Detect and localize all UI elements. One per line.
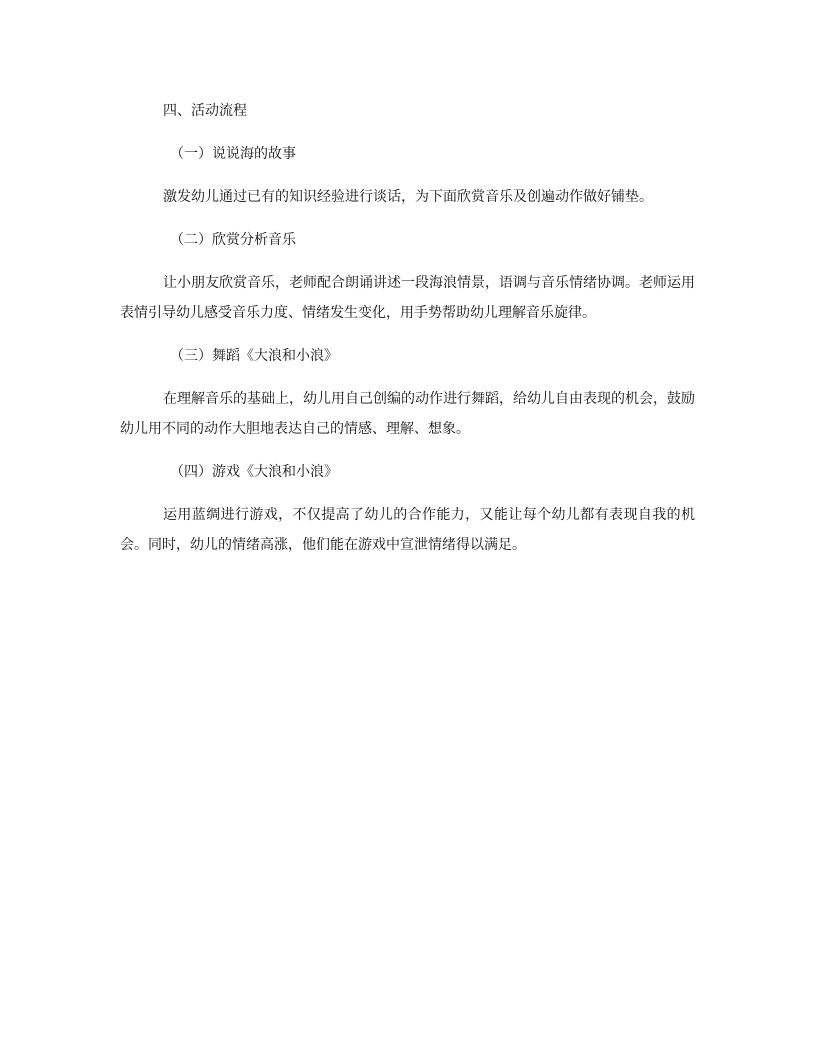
- subsection-heading-3: （三）舞蹈《大浪和小浪》: [170, 348, 338, 364]
- subsection-heading-2: （二）欣赏分析音乐: [170, 232, 296, 248]
- document-body: [120, 96, 695, 573]
- subsection-paragraph-3: 在理解音乐的基础上，幼儿用自己创编的动作进行舞蹈，给幼儿自由表现的机会，鼓励幼儿用不同的动作大胆地表达自己的情感、理解、想象。: [120, 391, 695, 437]
- subsection-paragraph-1: 激发幼儿通过已有的知识经验进行谈话，为下面欣赏音乐及创遍动作做好铺垫。: [163, 189, 653, 205]
- subsection-paragraph-2: 让小朋友欣赏音乐，老师配合朗诵讲述一段海浪情景，语调与音乐情绪协调。老师运用表情引导幼儿感受音乐力度、情绪发生变化，用手势帮助幼儿理解音乐旋律。: [120, 275, 695, 321]
- subsection-paragraph-4: 运用蓝绸进行游戏，不仅提高了幼儿的合作能力，又能让每个幼儿都有表现自我的机会。同时，幼儿的情绪高涨，他们能在游戏中宣泄情绪得以满足。: [120, 507, 695, 553]
- subsection-heading-4: （四）游戏《大浪和小浪》: [170, 464, 338, 480]
- subsection-heading-1: （一）说说海的故事: [170, 146, 296, 162]
- section-title: 四、活动流程: [163, 103, 247, 119]
